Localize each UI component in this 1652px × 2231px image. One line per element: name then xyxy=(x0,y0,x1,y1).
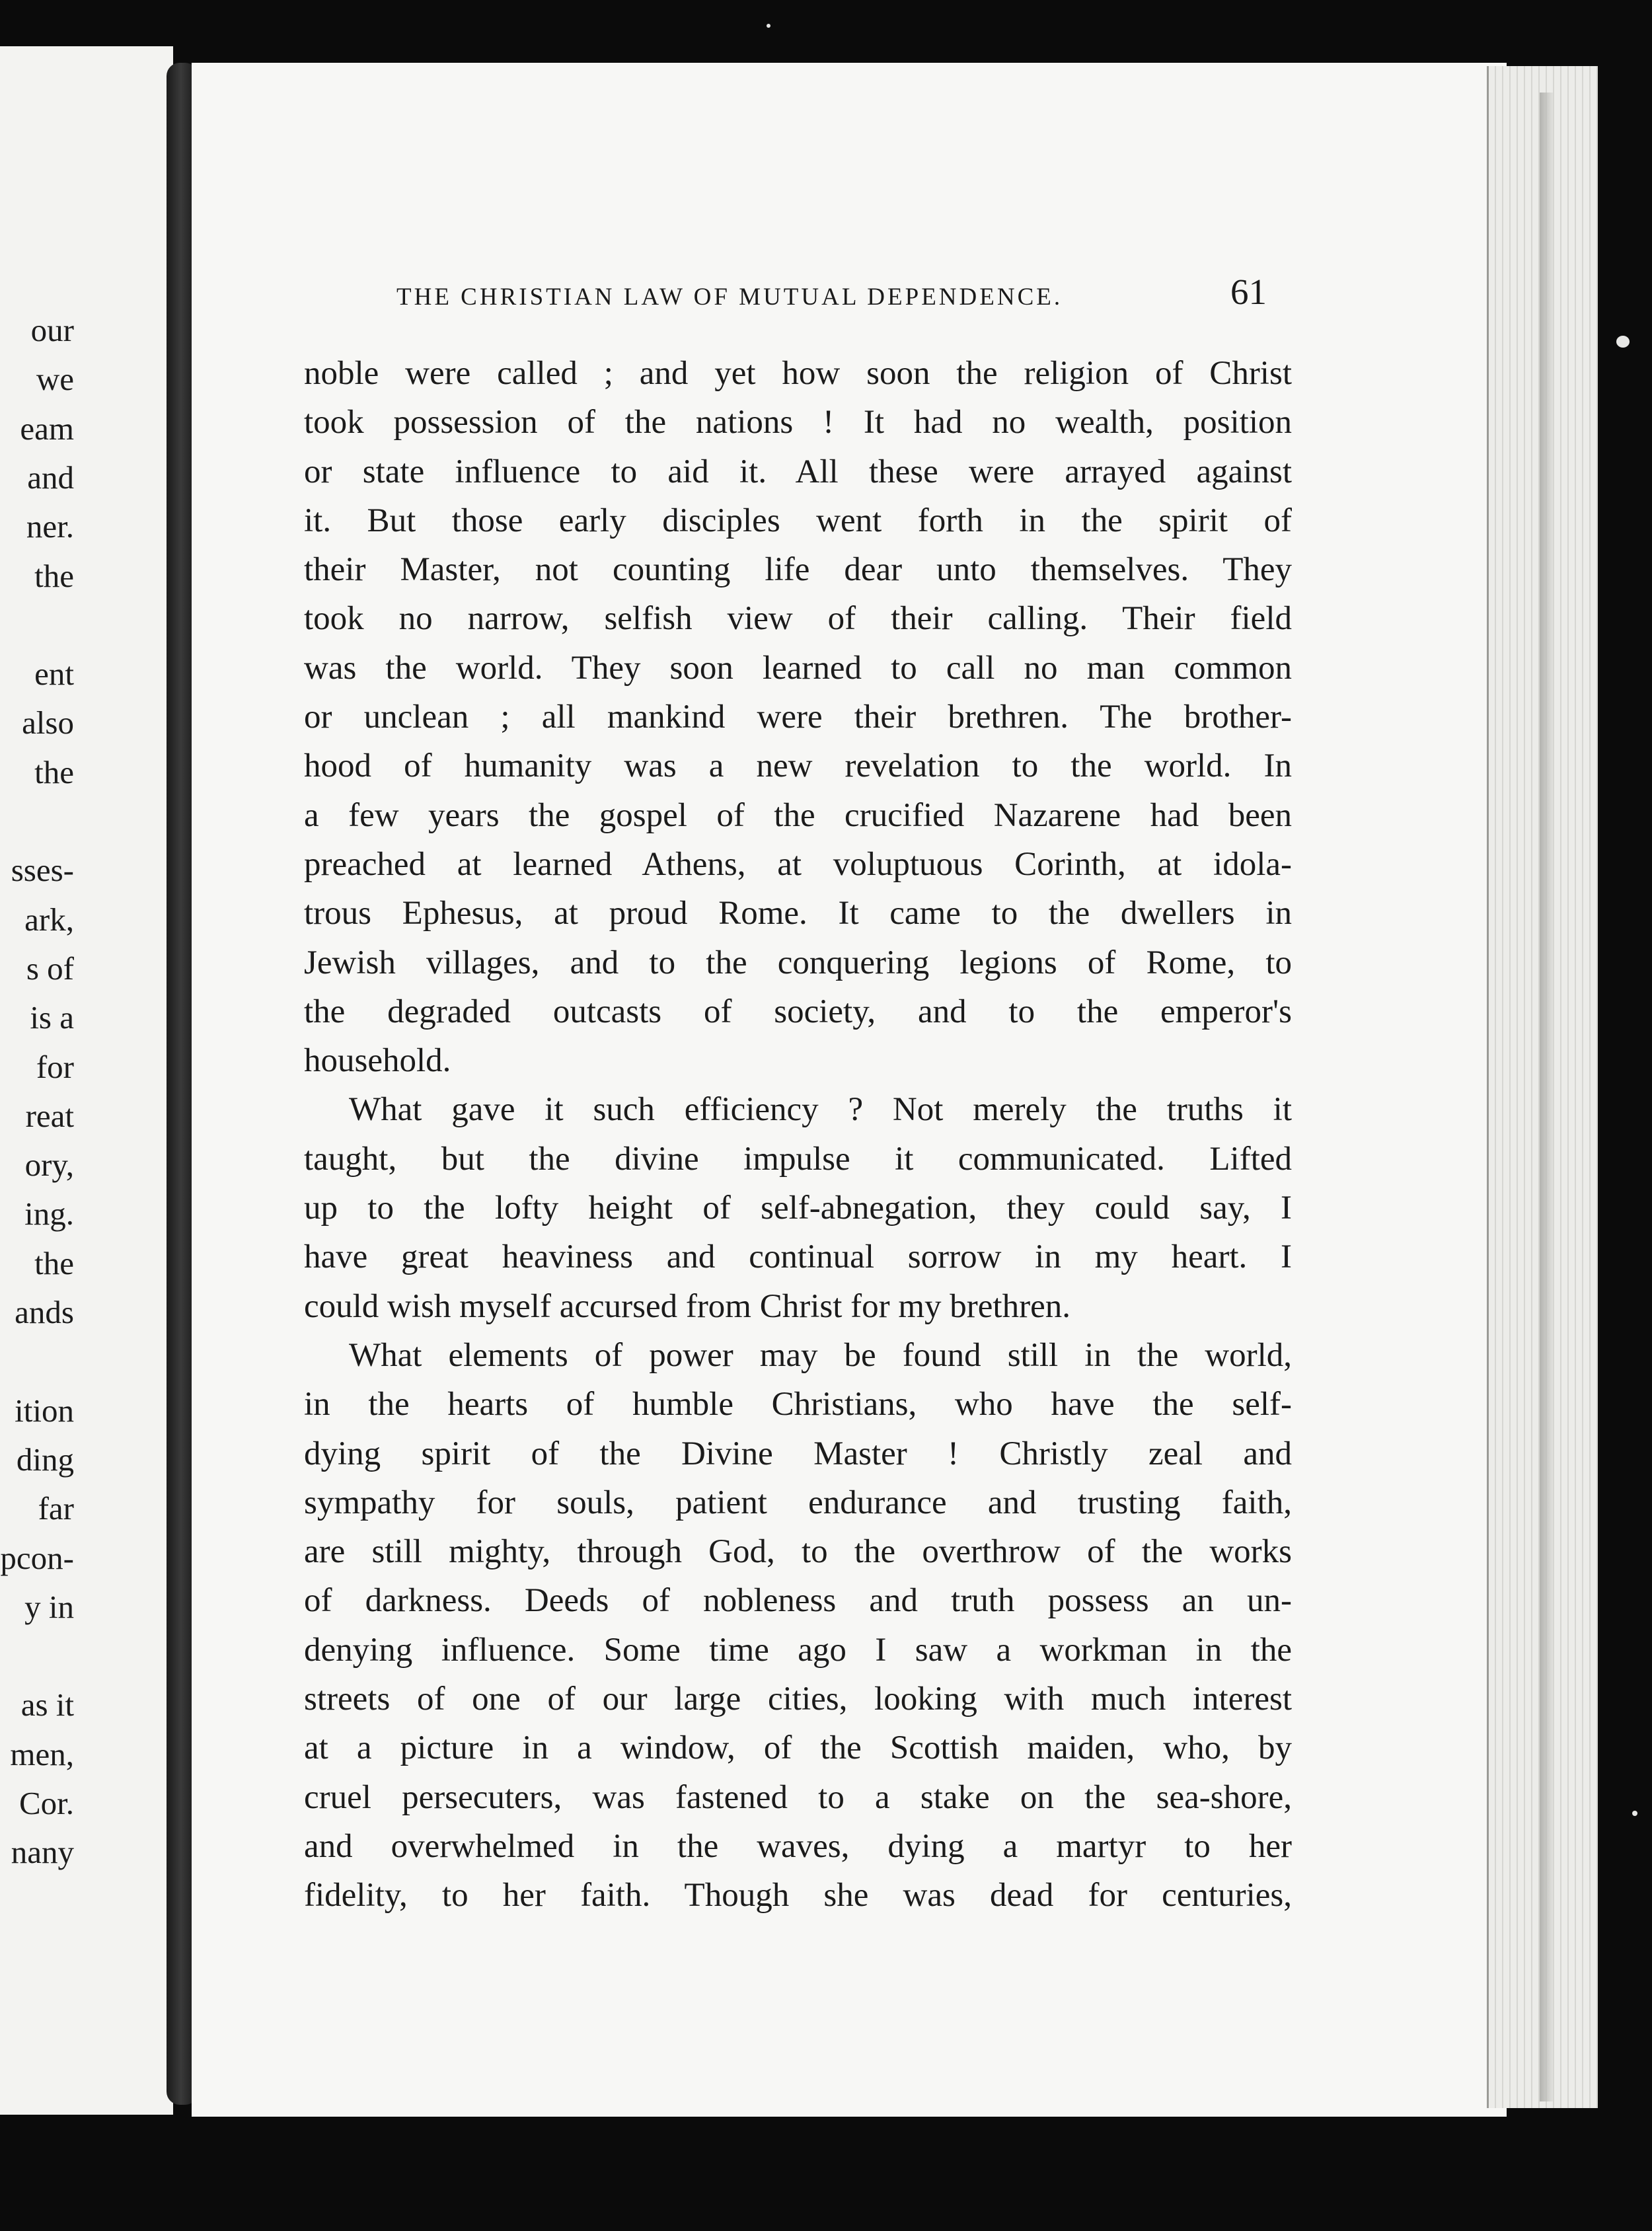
left-page-line: reat xyxy=(25,1097,74,1134)
left-page-line: is a xyxy=(30,999,74,1036)
text-line: denying influence. Some time ago I saw a workman in the xyxy=(304,1631,1292,1669)
left-page-line: nany xyxy=(11,1834,74,1871)
left-page-line: the xyxy=(34,557,74,594)
text-line: taught, but the divine impulse it communicated. Lifted xyxy=(304,1140,1292,1178)
left-page-line: pcon- xyxy=(0,1539,74,1576)
text-line: hood of humanity was a new revelation to the world. In xyxy=(304,747,1292,785)
text-line: their Master, not counting life dear unto themselves. They xyxy=(304,551,1292,589)
text-line: could wish myself accursed from Christ for my brethren. xyxy=(304,1287,1070,1325)
left-page-line: far xyxy=(38,1490,74,1527)
left-page-line: s of xyxy=(26,950,74,987)
text-line: or unclean ; all mankind were their brethren. The brother- xyxy=(304,699,1292,736)
left-page-line: and xyxy=(27,459,74,496)
text-line: streets of one of our large cities, looking with much interest xyxy=(304,1681,1292,1718)
text-line: at a picture in a window, of the Scottish maiden, who, by xyxy=(304,1729,1292,1767)
text-line: preached at learned Athens, at voluptuous Corinth, at idola- xyxy=(304,845,1292,883)
text-line: took no narrow, selfish view of their calling. Their field xyxy=(304,600,1292,638)
left-page-line: ing. xyxy=(24,1195,74,1232)
text-line: Jewish villages, and to the conquering legions of Rome, to xyxy=(304,944,1292,981)
left-page-line: the xyxy=(34,1244,74,1281)
text-line: up to the lofty height of self-abnegation, they could say, I xyxy=(304,1190,1292,1227)
text-line: in the hearts of humble Christians, who have the self- xyxy=(304,1386,1292,1423)
left-page-line: ition xyxy=(15,1392,74,1429)
left-page-line: ark, xyxy=(24,901,74,938)
left-page-line: we xyxy=(36,361,74,398)
left-page-line: the xyxy=(34,753,74,790)
running-head: THE CHRISTIAN LAW OF MUTUAL DEPENDENCE. xyxy=(396,284,1063,311)
text-line: dying spirit of the Divine Master ! Christly zeal and xyxy=(304,1435,1292,1472)
text-line: the degraded outcasts of society, and to the emperor's xyxy=(304,993,1292,1030)
left-page-line: ory, xyxy=(24,1147,74,1184)
text-line: a few years the gospel of the crucified Nazarene had been xyxy=(304,796,1292,834)
left-page-line: eam xyxy=(20,410,74,447)
text-line: fidelity, to her faith. Though she was dead for centuries, xyxy=(304,1877,1292,1914)
text-line: of darkness. Deeds of nobleness and truth possess an un- xyxy=(304,1582,1292,1620)
page-number: 61 xyxy=(1230,272,1267,312)
scan-speck xyxy=(1616,336,1630,348)
left-page-line: ands xyxy=(15,1294,74,1330)
left-page-line: y in xyxy=(24,1588,74,1625)
left-page-line: also xyxy=(22,704,74,741)
left-page-line: ding xyxy=(16,1441,74,1478)
text-line: or state influence to aid it. All these were arrayed against xyxy=(304,453,1292,490)
text-line: What gave it such efficiency ? Not merely the truths it xyxy=(349,1091,1292,1129)
left-page-line: for xyxy=(36,1048,74,1085)
text-line: it. But those early disciples went forth in the spirit of xyxy=(304,502,1292,539)
body-text xyxy=(304,349,1292,1920)
text-line: and overwhelmed in the waves, dying a martyr to her xyxy=(304,1827,1292,1865)
left-page xyxy=(0,46,173,2115)
text-line: was the world. They soon learned to call no man common xyxy=(304,649,1292,687)
left-page-line: ner. xyxy=(26,508,74,545)
text-line: have great heaviness and continual sorrow in my heart. I xyxy=(304,1238,1292,1276)
text-line: sympathy for souls, patient endurance and trusting faith, xyxy=(304,1484,1292,1521)
left-page-line: as it xyxy=(20,1686,74,1723)
left-page-line: sses- xyxy=(11,852,74,889)
left-page-line: Cor. xyxy=(19,1785,74,1821)
text-line: trous Ephesus, at proud Rome. It came to the dwellers in xyxy=(304,895,1292,932)
text-line: are still mighty, through God, to the overthrow of the works xyxy=(304,1533,1292,1571)
left-page-line: our xyxy=(30,312,74,348)
text-line: household. xyxy=(304,1042,451,1080)
left-page-line: men, xyxy=(10,1735,74,1772)
text-line: cruel persecuters, was fastened to a stake on the sea-shore, xyxy=(304,1778,1292,1816)
scan-speck xyxy=(767,24,770,28)
text-line: took possession of the nations ! It had no wealth, position xyxy=(304,404,1292,441)
left-page-line: ent xyxy=(34,656,74,693)
text-line: noble were called ; and yet how soon the religion of Christ xyxy=(304,355,1292,392)
page-edge-shadow xyxy=(1540,93,1553,2101)
scan-speck xyxy=(1632,1811,1637,1816)
text-line: What elements of power may be found still in the world, xyxy=(349,1336,1292,1374)
